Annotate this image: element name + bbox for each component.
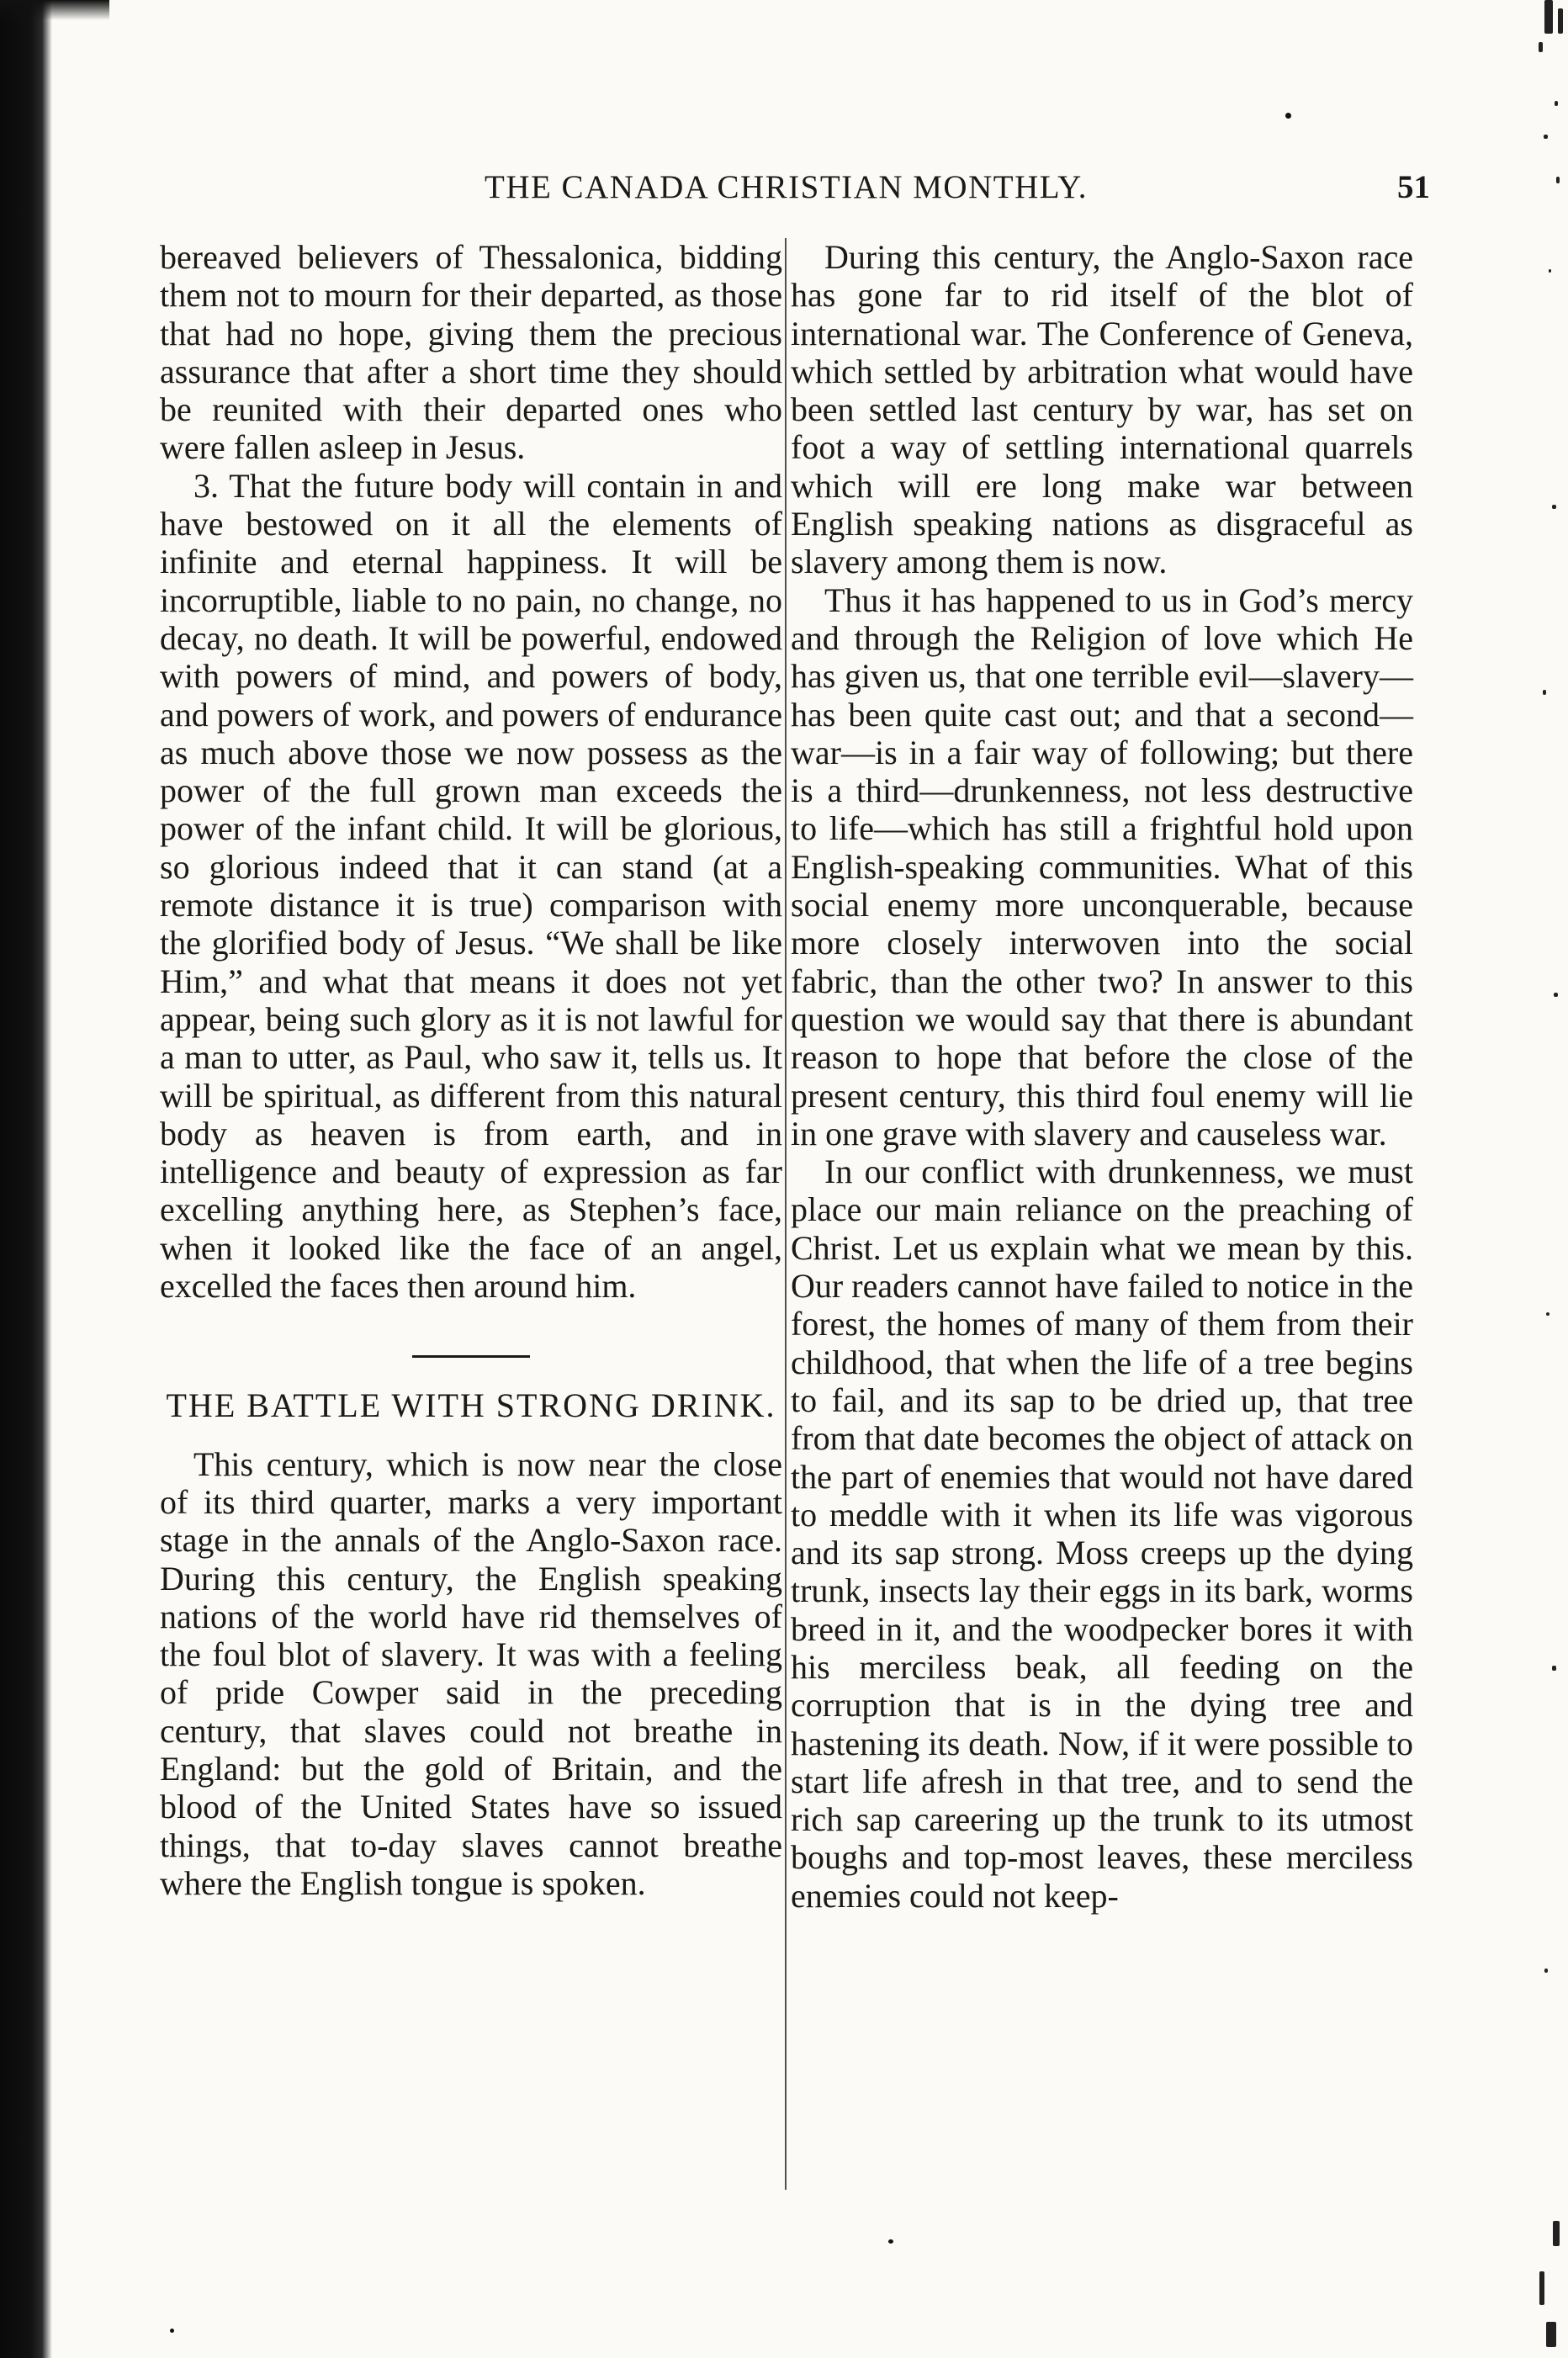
spine-top-shadow: [0, 0, 109, 20]
paragraph: 3. That the future body will contain in and have bestowed on it all the elements of infinite and eternal happiness. It will be incorruptible, liable to no pain, no change, no decay, no death. It will be powerful, endowed with powers of mind, and powers of body, and powers of work, and powers of endurance as much above those we now possess as the power of the full grown man exceeds the power of the infant child. It will be glorious, so glorious indeed that it can stand (at a remote distance it is true) comparison with the glorified body of Jesus. “We shall be like Him,” and what that means it does not yet appear, being such glory as it is not lawful for a man to utter, as Paul, who saw it, tells us. It will be spiritual, as different from this natural body as heaven is from earth, and in intelligence and beauty of expression as far excelling anything here, as Stephen’s face, when it looked like the face of an angel, excelled the faces then around him.: [160, 466, 782, 1306]
speck: [888, 2239, 893, 2244]
speck: [170, 2329, 174, 2333]
paragraph: Thus it has happened to us in God’s mercy and through the Religion of love which He has given us, that one terrible evil—slavery—has been quite cast out; and that a second—war—is in a fair way of following; but there is a third—drunkenness, not less destructive to life—which has still a frightful hold upon English-speaking communities. What of this social enemy more unconquerable, because more closely interwoven into the social fabric, than the other two? In answer to this question we would say that there is abundant reason to hope that before the close of the present century, this third foul enemy will lie in one grave with slavery and causeless war.: [791, 580, 1413, 1153]
right-edge-specks: [1509, 0, 1568, 2358]
page-number: 51: [1397, 169, 1430, 205]
paragraph: In our conflict with drunkenness, we must place our main reliance on the preaching of Christ. Let us explain what we mean by this. Our readers cannot have failed to notice in the forest, the homes of many of them from their childhood, that when the life of a tree begins to fail, and its sap to be dried up, that tree from that date becomes the object of attack on the part of enemies that would not have dared to meddle with it when its life was vigorous and its sap strong. Moss creeps up the dying trunk, insects lay their eggs in its bark, worms breed in it, and the woodpecker bores it with his merciless beak, all feeding on the corruption that is in the dying tree and hastening its death. Now, if it were possible to start life afresh in that tree, and to send the rich sap careering up the trunk to its utmost boughs and top-most leaves, these merciless enemies could not keep-: [791, 1153, 1413, 1915]
book-spine-shadow: [0, 0, 52, 2358]
section-rule: [412, 1355, 530, 1358]
speck: [1285, 113, 1291, 119]
paragraph: bereaved believers of Thessalonica, bidding them not to mourn for their departed, as those that had no hope, giving them the precious assurance that after a short time they should be reunited with their departed ones who were fallen asleep in Jesus.: [160, 238, 782, 467]
article-title: THE BATTLE WITH STRONG DRINK.: [166, 1386, 776, 1425]
running-head: THE CANADA CHRISTIAN MONTHLY.: [485, 169, 1089, 205]
right-column: [791, 238, 1413, 1915]
page-header: [160, 165, 1430, 215]
paragraph: This century, which is now near the close of its third quarter, marks a very important stage in the annals of the Anglo-Saxon race. During this century, the English speaking nations of the world have rid themselves of the foul blot of slavery. It was with a feeling of pride Cowper said in the preceding century, that slaves could not breathe in England: but the gold of Britain, and the blood of the United States have so issued things, that to-day slaves cannot breathe where the English tongue is spoken.: [160, 1444, 782, 1902]
column-divider: [785, 238, 787, 2190]
left-column: [160, 238, 782, 1902]
paragraph: During this century, the Anglo-Saxon race has gone far to rid itself of the blot of international war. The Conference of Geneva, which settled by arbitration what would have been settled last century by war, has set on foot a way of settling international quarrels which will ere long make war between English speaking nations as disgraceful as slavery among them is now.: [791, 238, 1413, 581]
